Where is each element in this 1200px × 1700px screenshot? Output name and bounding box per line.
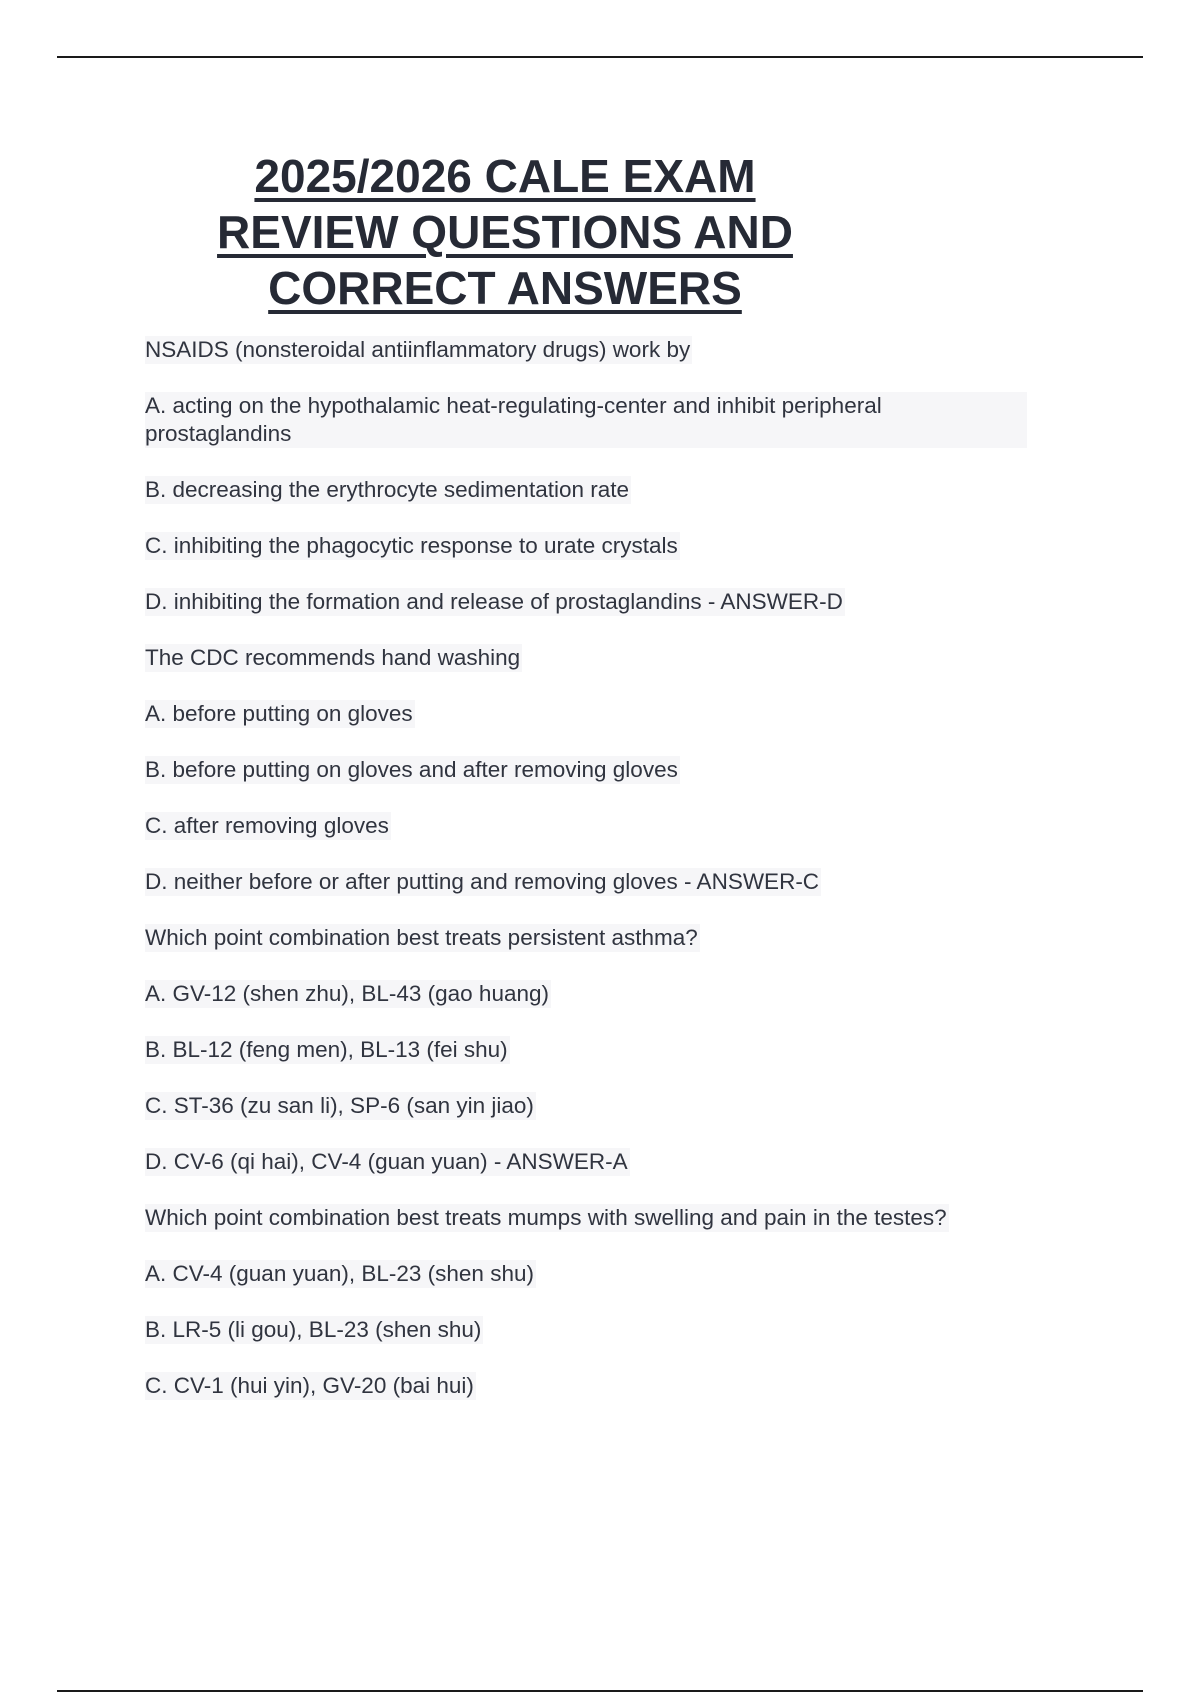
q1-option-a: A. acting on the hypothalamic heat-regulating-center and inhibit peripheral prostaglandins <box>145 392 1027 448</box>
question-2: The CDC recommends hand washing <box>145 645 521 670</box>
q2-option-b: B. before putting on gloves and after removing gloves <box>145 757 678 782</box>
q4-option-a: A. CV-4 (guan yuan), BL-23 (shen shu) <box>145 1261 534 1286</box>
bottom-rule <box>57 1690 1143 1692</box>
q1-option-c: C. inhibiting the phagocytic response to urate crystals <box>145 533 678 558</box>
top-rule <box>57 56 1143 58</box>
q4-option-b: B. LR-5 (li gou), BL-23 (shen shu) <box>145 1317 482 1342</box>
title-line-2: REVIEW QUESTIONS AND <box>217 206 793 258</box>
q3-option-b: B. BL-12 (feng men), BL-13 (fei shu) <box>145 1037 508 1062</box>
document-title <box>145 148 865 316</box>
q3-option-c: C. ST-36 (zu san li), SP-6 (san yin jiao) <box>145 1093 534 1118</box>
q3-option-a: A. GV-12 (shen zhu), BL-43 (gao huang) <box>145 981 549 1006</box>
q2-option-d-answer: D. neither before or after putting and removing gloves - ANSWER-C <box>145 869 820 894</box>
q1-option-d-answer: D. inhibiting the formation and release of prostaglandins - ANSWER-D <box>145 589 843 614</box>
question-1: NSAIDS (nonsteroidal antiinflammatory drugs) work by <box>145 337 691 362</box>
title-line-3: CORRECT ANSWERS <box>268 262 742 314</box>
title-line-1: 2025/2026 CALE EXAM <box>254 150 756 202</box>
q4-option-c: C. CV-1 (hui yin), GV-20 (bai hui) <box>145 1373 474 1398</box>
q2-option-c: C. after removing gloves <box>145 813 389 838</box>
q2-option-a: A. before putting on gloves <box>145 701 413 726</box>
q1-option-b: B. decreasing the erythrocyte sedimentation rate <box>145 477 630 502</box>
qa-content <box>145 336 1065 1428</box>
question-4: Which point combination best treats mumps with swelling and pain in the testes? <box>145 1205 947 1230</box>
q3-option-d-answer: D. CV-6 (qi hai), CV-4 (guan yuan) - ANSWER-A <box>145 1149 628 1174</box>
question-3: Which point combination best treats persistent asthma? <box>145 925 698 950</box>
